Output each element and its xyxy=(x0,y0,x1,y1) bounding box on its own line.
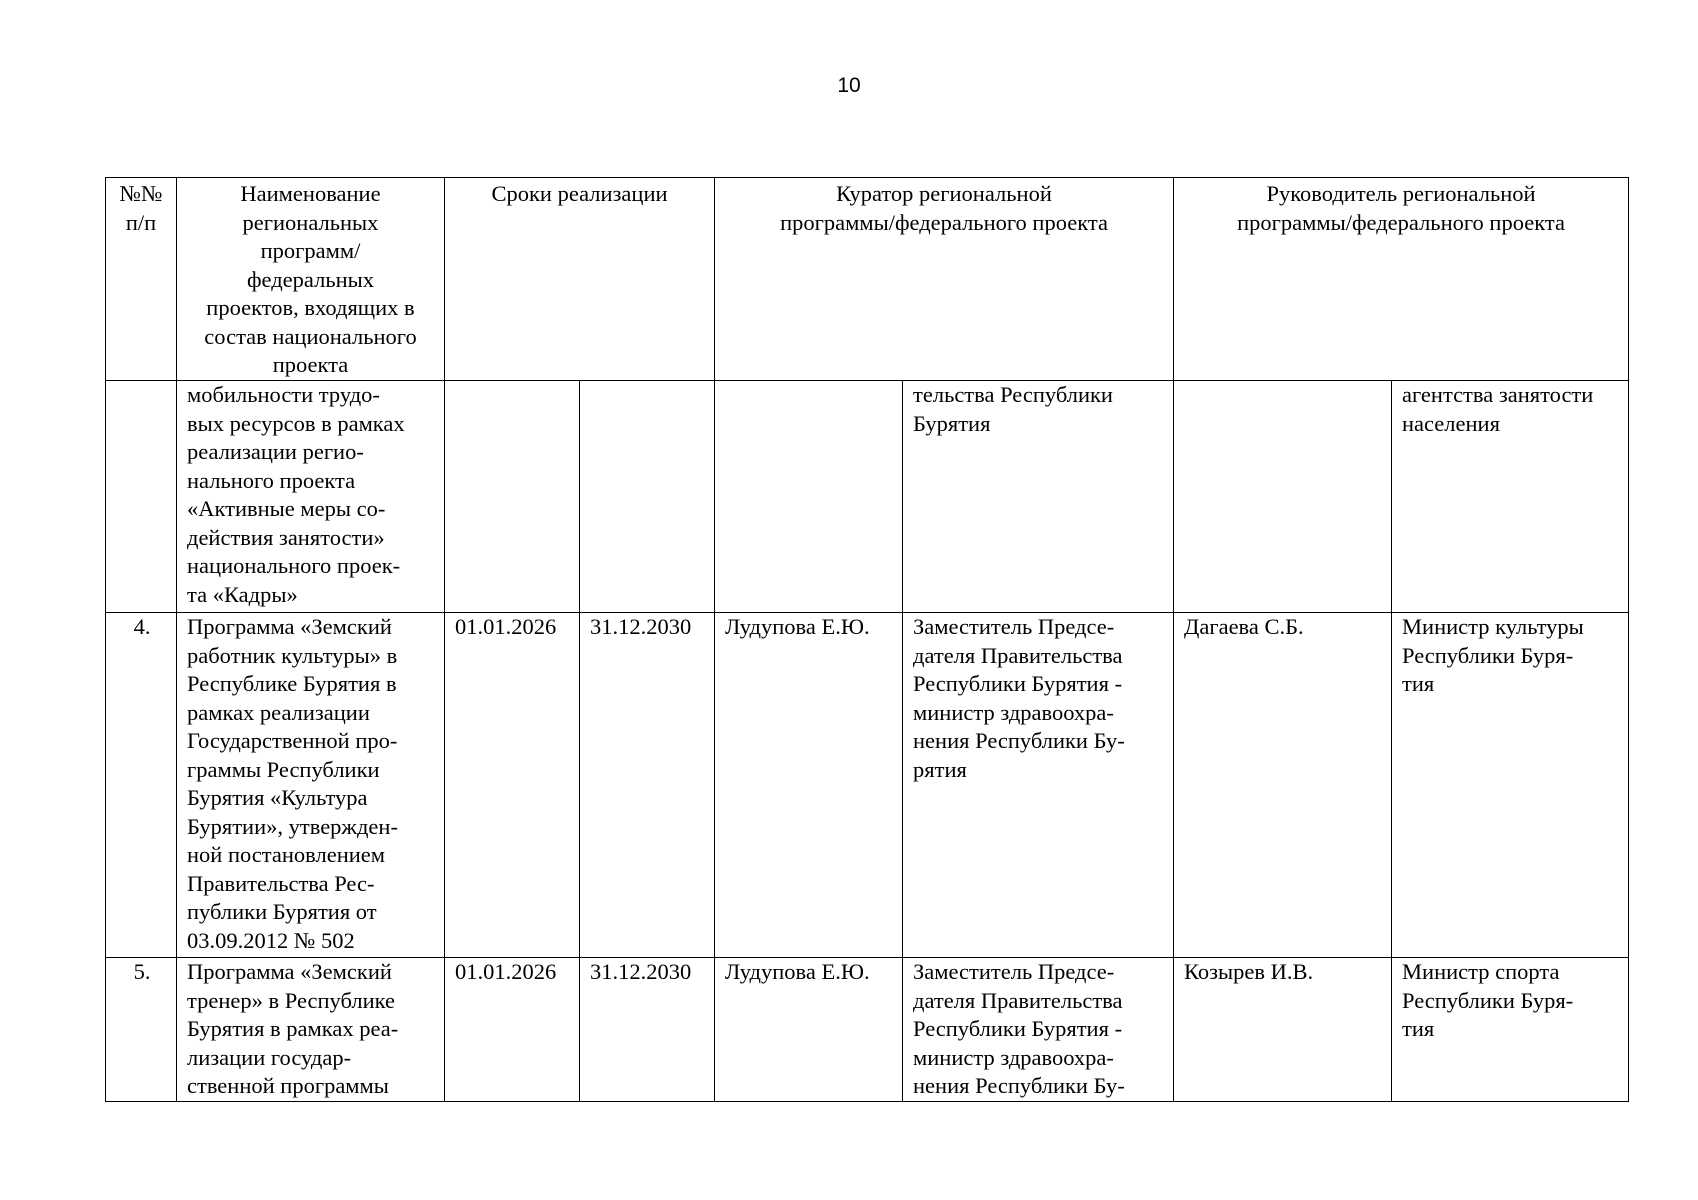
row-curator-name: Лудупова Е.Ю. xyxy=(715,613,903,958)
row-curator-title: тельства Республики Бурятия xyxy=(903,381,1174,613)
row-manager-title: Министр спорта Республики Буря- тия xyxy=(1392,958,1629,1102)
row-start-date: 01.01.2026 xyxy=(445,958,580,1102)
row-program-name: Программа «Земский работник культуры» в Республике Бурятия в рамках реализации Государственной про- граммы Республики Бурятия «Культура Бурятии», утвержден- ной постановлением Правительства Рес- публики Бурятия от 03.09.2012 № 502 xyxy=(177,613,445,958)
header-curator: Куратор региональной программы/федерального проекта xyxy=(715,178,1174,381)
row-manager-name: Козырев И.В. xyxy=(1174,958,1392,1102)
header-name: Наименование региональных программ/ федеральных проектов, входящих в состав национального проекта xyxy=(177,178,445,381)
row-end-date xyxy=(580,381,715,613)
row-manager-title: агентства занятости населения xyxy=(1392,381,1629,613)
header-manager: Руководитель региональной программы/федерального проекта xyxy=(1174,178,1629,381)
table-row xyxy=(106,381,1629,613)
row-num: 4. xyxy=(106,613,177,958)
row-end-date: 31.12.2030 xyxy=(580,613,715,958)
header-num: №№ п/п xyxy=(106,178,177,381)
table-row xyxy=(106,958,1629,1102)
page-number: 10 xyxy=(837,74,861,97)
row-manager-title: Министр культуры Республики Буря- тия xyxy=(1392,613,1629,958)
row-num: 5. xyxy=(106,958,177,1102)
row-end-date: 31.12.2030 xyxy=(580,958,715,1102)
row-curator-name xyxy=(715,381,903,613)
row-manager-name xyxy=(1174,381,1392,613)
row-program-name: Программа «Земский тренер» в Республике Бурятия в рамках реа- лизации государ- ственной программы xyxy=(177,958,445,1102)
row-curator-title: Заместитель Предсе- дателя Правительства Республики Бурятия - министр здравоохра- нения Республики Бу- рятия xyxy=(903,613,1174,958)
row-curator-title: Заместитель Предсе- дателя Правительства Республики Бурятия - министр здравоохра- нения Республики Бу- xyxy=(903,958,1174,1102)
row-num xyxy=(106,381,177,613)
row-program-name: мобильности трудо- вых ресурсов в рамках реализации регио- нального проекта «Активные меры со- действия занятости» национального проек- та «Кадры» xyxy=(177,381,445,613)
regional-programs-table xyxy=(105,177,1629,1102)
header-dates: Сроки реализации xyxy=(445,178,715,381)
table-row xyxy=(106,613,1629,958)
row-manager-name: Дагаева С.Б. xyxy=(1174,613,1392,958)
row-curator-name: Лудупова Е.Ю. xyxy=(715,958,903,1102)
row-start-date: 01.01.2026 xyxy=(445,613,580,958)
row-start-date xyxy=(445,381,580,613)
table-header-row xyxy=(106,178,1629,381)
